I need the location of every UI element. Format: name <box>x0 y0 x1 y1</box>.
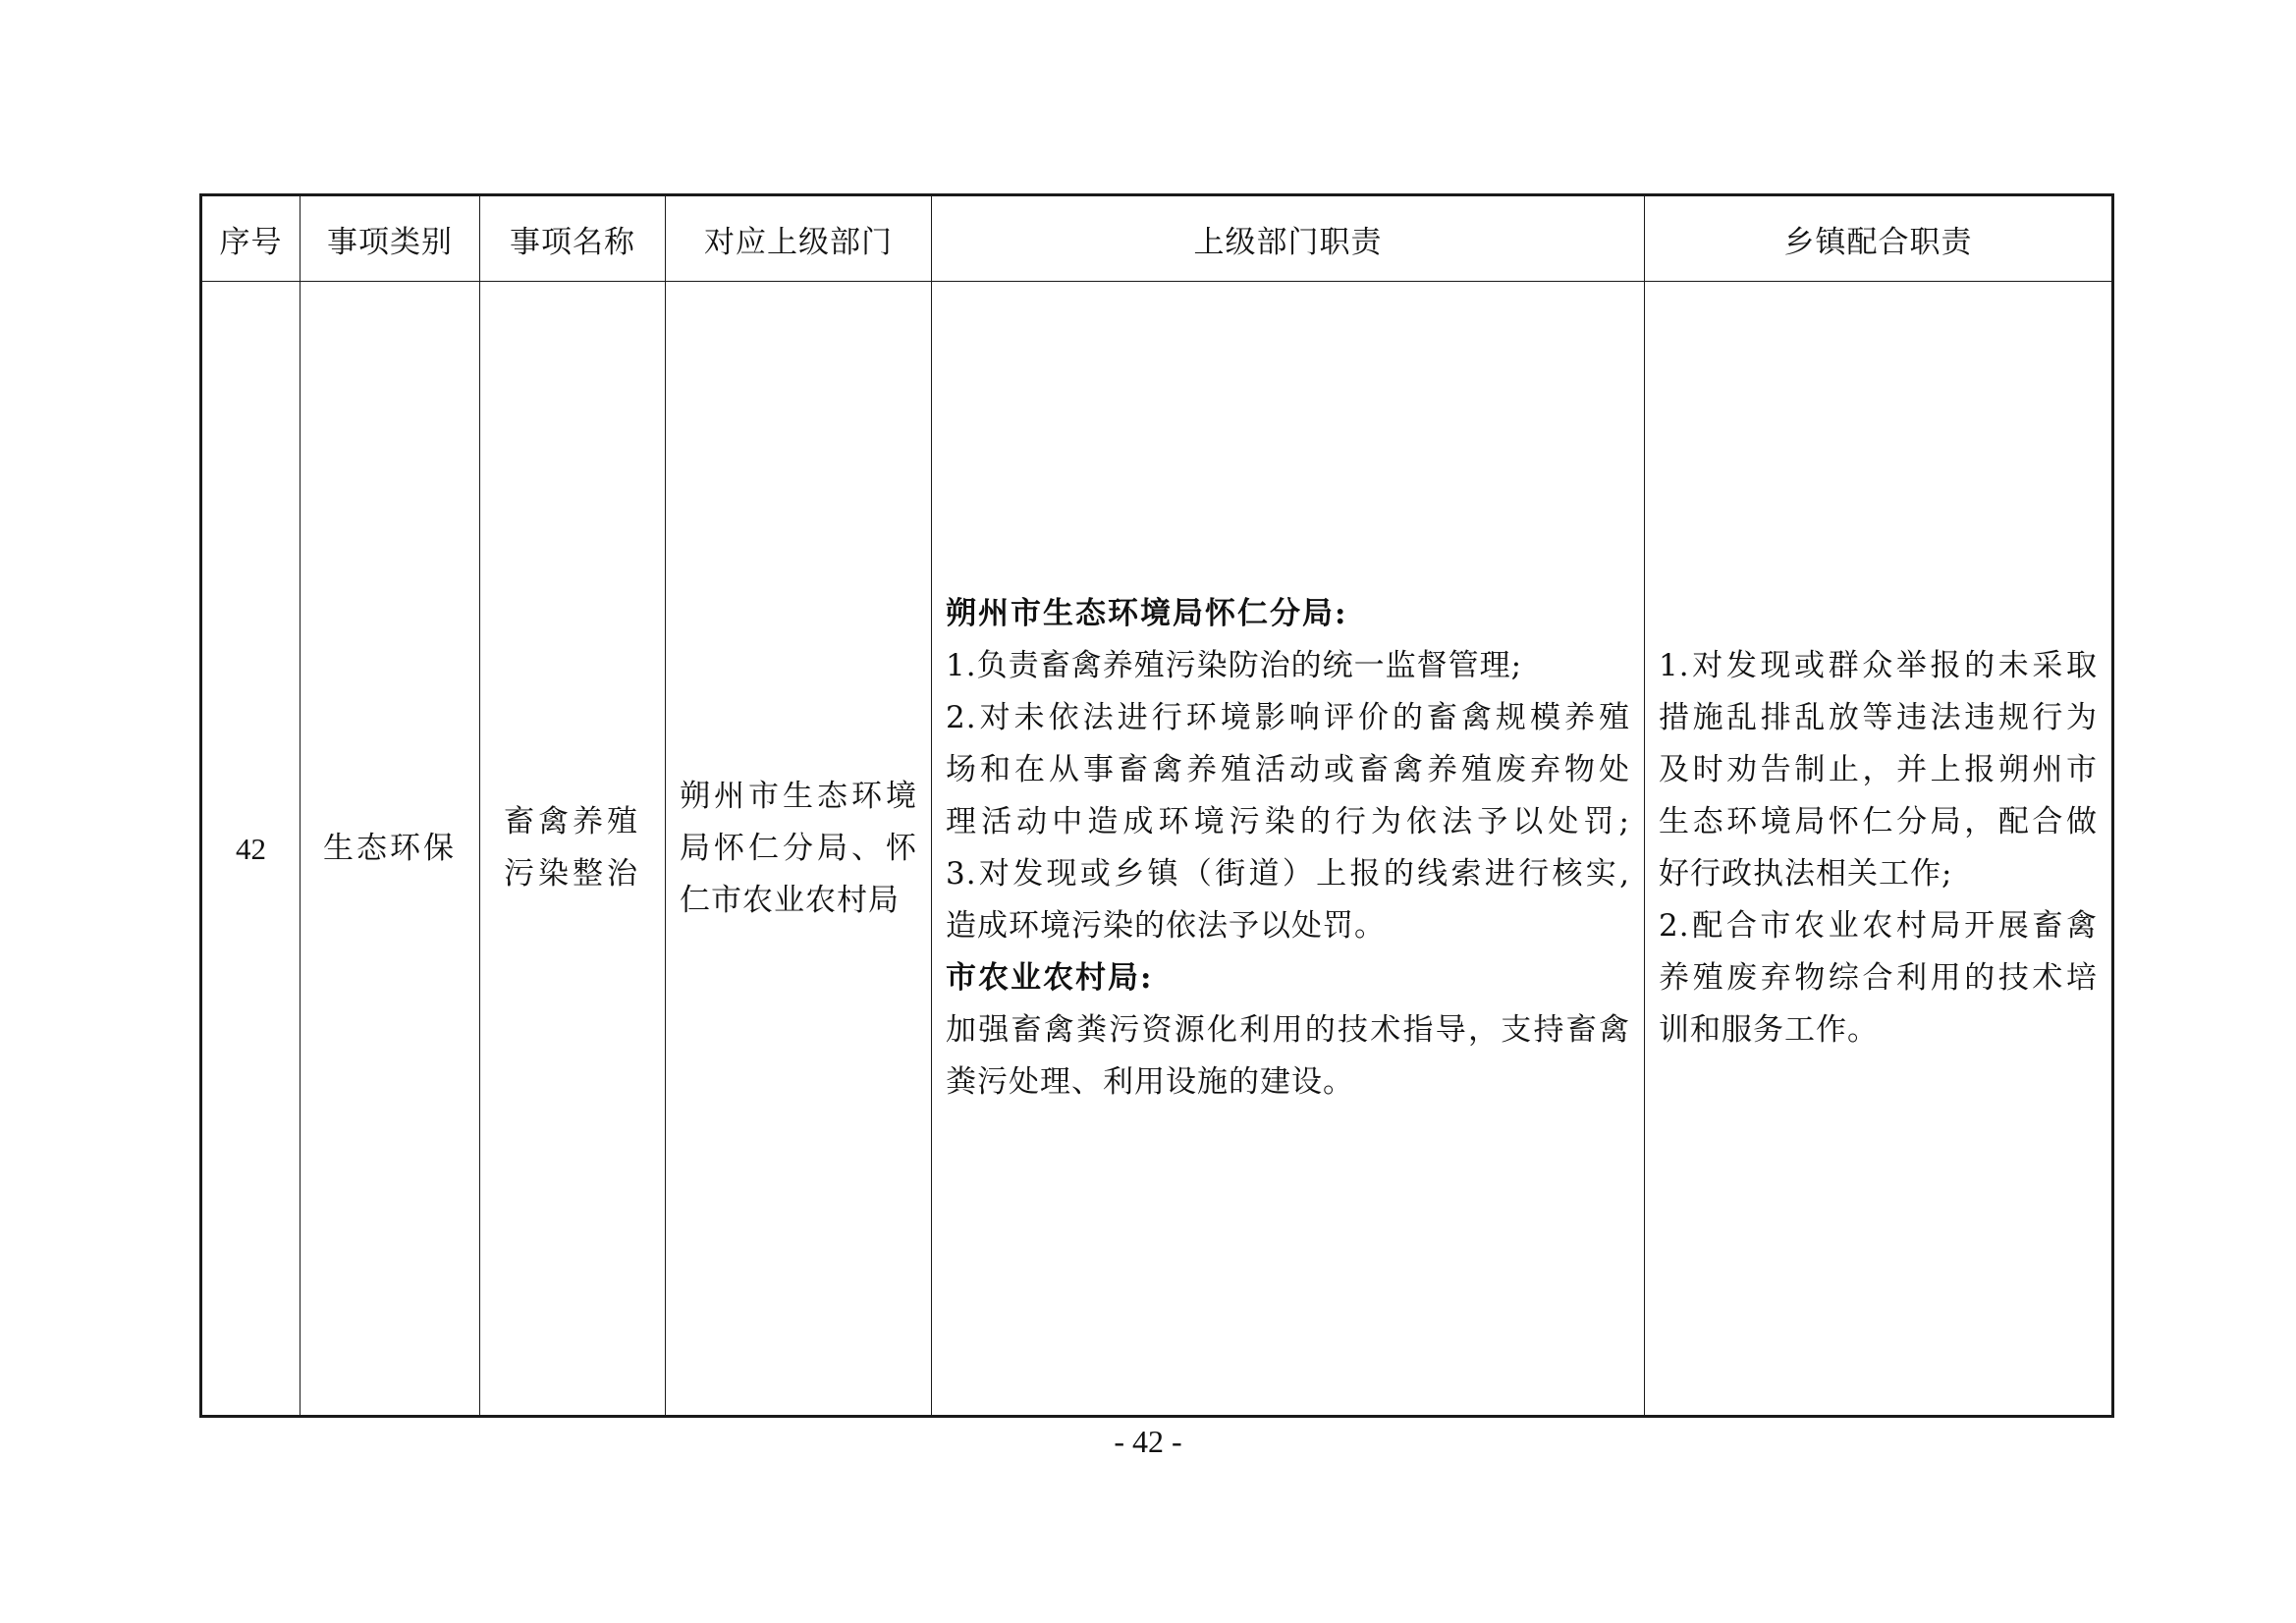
cell-category: 生态环保 <box>301 282 480 1417</box>
dept-line: 朔州市生态环境 <box>680 778 917 814</box>
upper-duty-section-title: 市农业农村局: <box>946 960 1154 996</box>
upper-duty-line: 1.负责畜禽养殖污染防治的统一监督管理; <box>946 648 1523 683</box>
cell-upper-duties <box>932 282 1645 1417</box>
header-item-name: 事项名称 <box>480 195 666 282</box>
table-row <box>201 282 2113 1417</box>
upper-duty-line: 加强畜禽粪污资源化利用的技术指导，支持畜禽 <box>946 1012 1630 1048</box>
page-number: - 42 - <box>1114 1424 1182 1459</box>
header-seq: 序号 <box>201 195 301 282</box>
town-duty-line: 措施乱排乱放等违法违规行为 <box>1659 700 2098 735</box>
item-name-line: 畜禽养殖 <box>504 804 641 839</box>
upper-duty-section-title: 朔州市生态环境局怀仁分局: <box>946 596 1348 631</box>
upper-duty-line: 3.对发现或乡镇（街道）上报的线索进行核实, <box>946 856 1630 892</box>
town-duty-line: 训和服务工作。 <box>1659 1012 1879 1048</box>
dept-line: 仁市农业农村局 <box>680 882 900 918</box>
upper-duty-line: 理活动中造成环境污染的行为依法予以处罚; <box>946 804 1630 839</box>
header-upper-duties: 上级部门职责 <box>932 195 1645 282</box>
table-header-row <box>201 195 2113 282</box>
header-category: 事项类别 <box>301 195 480 282</box>
header-upper-dept: 对应上级部门 <box>666 195 932 282</box>
cell-town-duties <box>1645 282 2113 1417</box>
town-duty-line: 2.配合市农业农村局开展畜禽 <box>1659 908 2098 944</box>
header-town-duties: 乡镇配合职责 <box>1645 195 2113 282</box>
upper-duty-line: 2.对未依法进行环境影响评价的畜禽规模养殖 <box>946 700 1630 735</box>
town-duty-line: 1.对发现或群众举报的未采取 <box>1659 648 2098 683</box>
town-duty-line: 生态环境局怀仁分局，配合做 <box>1659 804 2098 839</box>
upper-duty-line: 场和在从事畜禽养殖活动或畜禽养殖废弃物处 <box>946 752 1630 787</box>
town-duty-line: 养殖废弃物综合利用的技术培 <box>1659 960 2098 996</box>
town-duty-line: 好行政执法相关工作; <box>1659 856 1953 892</box>
duty-table <box>199 193 2114 1418</box>
cell-upper-dept <box>666 282 932 1417</box>
cell-item-name <box>480 282 666 1417</box>
item-name-line: 污染整治 <box>504 856 641 892</box>
upper-duty-line: 粪污处理、利用设施的建设。 <box>946 1064 1354 1100</box>
dept-line: 局怀仁分局、怀 <box>680 830 917 866</box>
cell-seq: 42 <box>201 282 301 1417</box>
upper-duty-line: 造成环境污染的依法予以处罚。 <box>946 908 1386 944</box>
town-duty-line: 及时劝告制止，并上报朔州市 <box>1659 752 2098 787</box>
